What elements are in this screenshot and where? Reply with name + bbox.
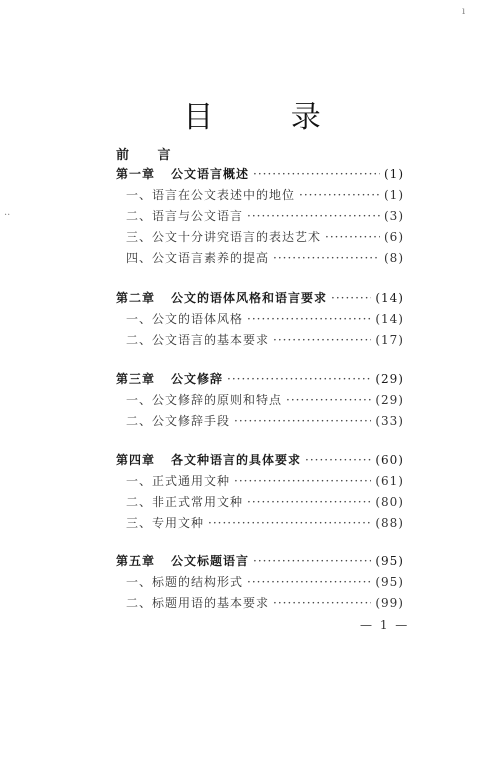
scan-mark-left: ·· [4, 210, 11, 221]
dot-leader [234, 474, 371, 488]
scan-mark-top-right: ı [462, 6, 466, 17]
toc-section[interactable] [116, 310, 404, 328]
section-title: 二、标题用语的基本要求 [126, 596, 270, 610]
chapter-number: 第四章 [116, 453, 156, 467]
page-number: (14) [375, 291, 404, 305]
toc-section[interactable] [116, 207, 404, 225]
toc-chapter[interactable] [116, 165, 404, 183]
toc-section[interactable] [116, 594, 404, 612]
dot-leader [299, 188, 380, 202]
page-number: (80) [375, 495, 404, 509]
toc-chapter[interactable] [116, 552, 404, 570]
chapter-number: 第三章 [116, 372, 156, 386]
toc-section[interactable] [116, 331, 404, 349]
dot-leader [247, 312, 371, 326]
toc-chapter[interactable] [116, 370, 404, 388]
toc-section[interactable] [116, 249, 404, 267]
section-title: 一、正式通用文种 [126, 474, 231, 488]
section-title: 二、非正式常用文种 [126, 495, 244, 509]
dot-leader [247, 575, 371, 589]
toc-chapter[interactable] [116, 289, 404, 307]
page-number: (99) [375, 596, 404, 610]
dot-leader [247, 495, 371, 509]
page-number: (17) [375, 333, 404, 347]
page-number: (95) [375, 575, 404, 589]
toc-section[interactable] [116, 186, 404, 204]
chapter-title: 公文标题语言 [171, 554, 250, 568]
toc-section[interactable] [116, 493, 404, 511]
section-title: 二、语言与公文语言 [126, 209, 244, 223]
chapter-title: 公文语言概述 [171, 167, 250, 181]
page-number: (6) [384, 230, 404, 244]
section-title: 一、标题的结构形式 [126, 575, 244, 589]
preface-heading: 前 言 [116, 148, 183, 163]
section-title: 三、公文十分讲究语言的表达艺术 [126, 230, 322, 244]
page-number: (1) [384, 167, 404, 181]
page-number: (95) [375, 554, 404, 568]
section-title: 二、公文修辞手段 [126, 414, 231, 428]
dot-leader [247, 209, 380, 223]
page-number: (14) [375, 312, 404, 326]
chapter-title: 公文的语体风格和语言要求 [171, 291, 328, 305]
toc-section[interactable] [116, 391, 404, 409]
page-number: (3) [384, 209, 404, 223]
dot-leader [331, 291, 371, 305]
dot-leader [273, 333, 371, 347]
section-title: 一、公文的语体风格 [126, 312, 244, 326]
page-footer-number: — 1 — [360, 618, 410, 632]
section-title: 一、公文修辞的原则和特点 [126, 393, 283, 407]
toc-section[interactable] [116, 573, 404, 591]
toc-section[interactable] [116, 228, 404, 246]
section-title: 四、公文语言素养的提高 [126, 251, 270, 265]
chapter-number: 第一章 [116, 167, 156, 181]
page-number: (88) [375, 516, 404, 530]
page-number: (29) [375, 393, 404, 407]
toc-chapter[interactable] [116, 451, 404, 469]
chapter-number: 第二章 [116, 291, 156, 305]
page-number: (61) [375, 474, 404, 488]
dot-leader [273, 251, 380, 265]
chapter-title: 各文种语言的具体要求 [171, 453, 302, 467]
section-title: 一、语言在公文表述中的地位 [126, 188, 296, 202]
section-title: 二、公文语言的基本要求 [126, 333, 270, 347]
page-number: (29) [375, 372, 404, 386]
dot-leader [253, 554, 371, 568]
dot-leader [273, 596, 371, 610]
page-title: 目 录 [183, 100, 355, 135]
toc-section[interactable] [116, 514, 404, 532]
dot-leader [253, 167, 380, 181]
dot-leader [305, 453, 371, 467]
chapter-title: 公文修辞 [171, 372, 224, 386]
page-number: (60) [375, 453, 404, 467]
dot-leader [208, 516, 371, 530]
dot-leader [286, 393, 371, 407]
dot-leader [227, 372, 371, 386]
dot-leader [234, 414, 371, 428]
page-number: (8) [384, 251, 404, 265]
chapter-number: 第五章 [116, 554, 156, 568]
page-number: (1) [384, 188, 404, 202]
page-number: (33) [375, 414, 404, 428]
dot-leader [325, 230, 380, 244]
toc-section[interactable] [116, 412, 404, 430]
toc-section[interactable] [116, 472, 404, 490]
section-title: 三、专用文种 [126, 516, 205, 530]
